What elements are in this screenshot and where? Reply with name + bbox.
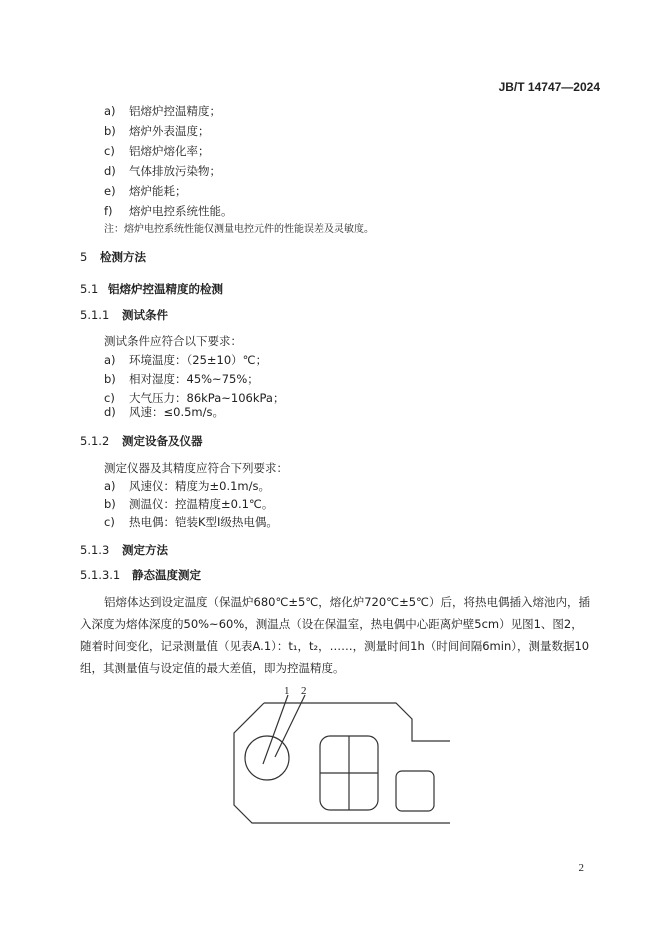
section-heading: 5.1.1 测试条件 [80, 308, 168, 322]
furnace-diagram [210, 683, 450, 843]
page-number: 2 [578, 862, 584, 874]
list-item: c) 热电偶：铠装K型Ⅰ级热电偶。 [104, 515, 278, 529]
section-heading: 5.1.2 测定设备及仪器 [80, 434, 203, 448]
list-item: a) 铝熔炉控温精度； [104, 104, 221, 118]
leader-line-1 [263, 695, 288, 764]
list-item: d) 气体排放污染物； [104, 164, 221, 178]
method-paragraph: 铝熔体达到设定温度（保温炉680℃±5℃，熔化炉720℃±5℃）后，将热电偶插入熔池内，插入深度为熔体深度的50%~60%，测温点（设在保温室，热电偶中心距离炉壁5cm）见图1、图2，随着时间变化，记录测量值（见表A.1）：t₁，t₂，……，测量时间1h（时间间隔6min），测量数据10组，其测量值与设定值的最大差值，即为控温精度。 [80, 595, 590, 675]
section-heading: 5 检测方法 [80, 250, 146, 264]
conditions-intro: 测试条件应符合以下要求： [104, 334, 242, 348]
section-heading: 5.1.3.1 静态温度测定 [80, 568, 201, 582]
document-code: JB/T 14747—2024 [498, 80, 600, 94]
list-item: d) 风速：≤0.5m/s。 [104, 405, 224, 419]
note: 注：熔炉电控系统性能仅测量电控元件的性能误差及灵敏度。 [104, 224, 374, 235]
label-1: 1 [284, 685, 290, 697]
section-heading: 5.1.3 测定方法 [80, 543, 168, 557]
melting-chamber [396, 771, 434, 811]
label-2: 2 [301, 685, 307, 697]
list-item: a) 环境温度：（25±10）℃； [104, 353, 268, 367]
list-item: c) 大气压力：86kPa~106kPa； [104, 391, 285, 405]
list-item: a) 风速仪：精度为±0.1m/s。 [104, 479, 270, 493]
list-item: c) 铝熔炉熔化率； [104, 144, 210, 158]
equipment-intro: 测定仪器及其精度应符合下列要求： [104, 461, 288, 475]
list-item: b) 相对湿度：45%~75%； [104, 372, 259, 386]
list-item: b) 熔炉外表温度； [104, 124, 210, 138]
section-heading: 5.1 铝熔炉控温精度的检测 [80, 282, 223, 296]
list-item: b) 测温仪：控温精度±0.1℃。 [104, 497, 274, 511]
leader-line-2 [275, 695, 305, 757]
list-item: f) 熔炉电控系统性能。 [104, 204, 233, 218]
list-item: e) 熔炉能耗； [104, 184, 187, 198]
